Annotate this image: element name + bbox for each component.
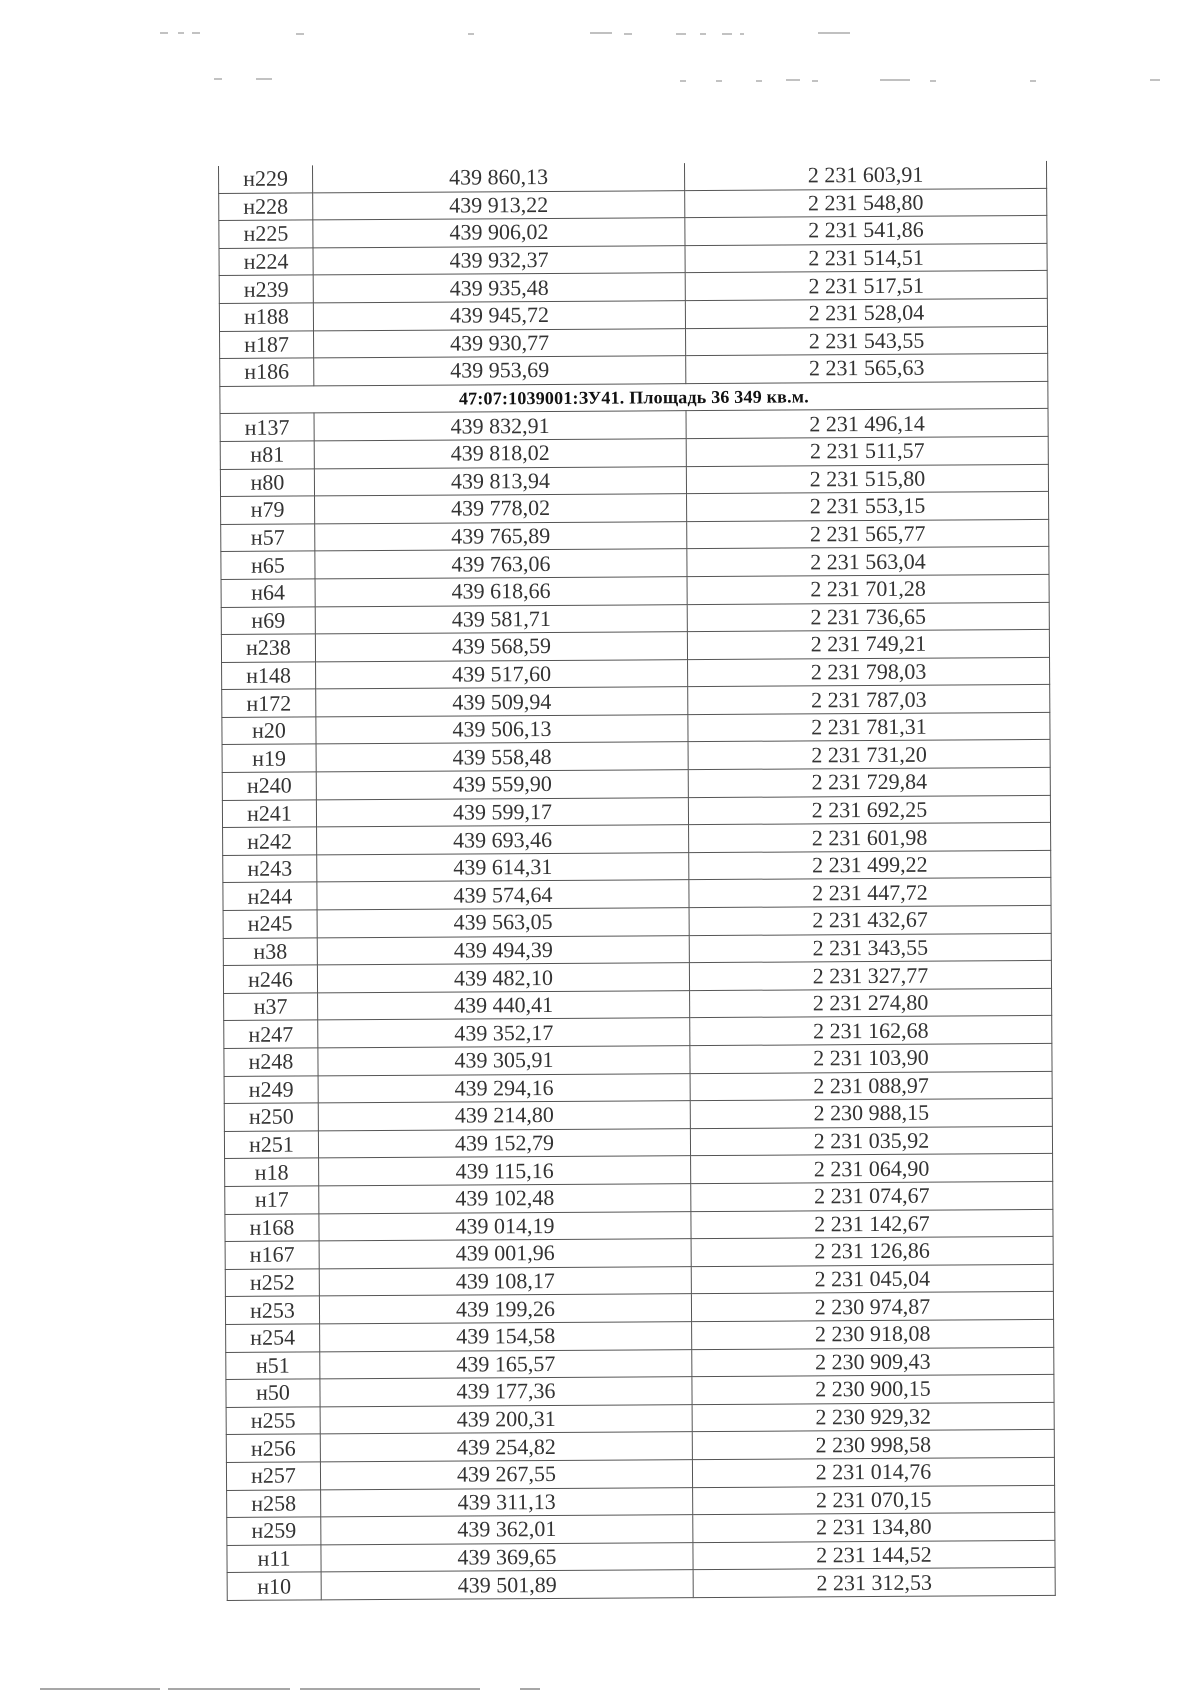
y-coordinate-cell: 2 231 553,15 — [687, 492, 1049, 522]
y-coordinate-cell: 2 231 045,04 — [691, 1264, 1053, 1294]
y-coordinate-cell: 2 231 603,91 — [684, 161, 1046, 190]
point-number-cell: н20 — [222, 717, 316, 745]
y-coordinate-cell: 2 231 565,63 — [686, 354, 1048, 384]
point-number-cell: н239 — [219, 275, 313, 303]
y-coordinate-cell: 2 231 548,80 — [685, 188, 1047, 218]
y-coordinate-cell: 2 231 103,90 — [690, 1043, 1052, 1073]
point-number-cell: н18 — [225, 1158, 319, 1186]
point-number-cell: н224 — [219, 248, 313, 276]
y-coordinate-cell: 2 231 074,67 — [691, 1181, 1053, 1211]
point-number-cell: н254 — [226, 1324, 320, 1352]
point-number-cell: н240 — [222, 772, 316, 800]
point-number-cell: н137 — [220, 413, 314, 441]
x-coordinate-cell: 439 953,69 — [314, 356, 686, 386]
point-number-cell: н81 — [220, 441, 314, 469]
x-coordinate-cell: 439 305,91 — [318, 1046, 690, 1076]
coordinates-table — [218, 161, 1056, 1601]
x-coordinate-cell: 439 311,13 — [321, 1487, 693, 1517]
y-coordinate-cell: 2 231 601,98 — [689, 823, 1051, 853]
y-coordinate-cell: 2 231 144,52 — [693, 1540, 1055, 1570]
y-coordinate-cell: 2 231 142,67 — [691, 1209, 1053, 1239]
coordinates-table-body — [218, 161, 1055, 1600]
x-coordinate-cell: 439 517,60 — [316, 659, 688, 689]
y-coordinate-cell: 2 230 900,15 — [692, 1375, 1054, 1405]
x-coordinate-cell: 439 558,48 — [316, 742, 688, 772]
x-coordinate-cell: 439 930,77 — [314, 328, 686, 358]
y-coordinate-cell: 2 231 126,86 — [691, 1237, 1053, 1267]
point-number-cell: н250 — [224, 1103, 318, 1131]
y-coordinate-cell: 2 231 064,90 — [691, 1154, 1053, 1184]
y-coordinate-cell: 2 231 701,28 — [687, 574, 1049, 604]
y-coordinate-cell: 2 231 543,55 — [685, 326, 1047, 356]
point-number-cell: н244 — [223, 882, 317, 910]
point-number-cell: н37 — [224, 993, 318, 1021]
x-coordinate-cell: 439 440,41 — [318, 990, 690, 1020]
x-coordinate-cell: 439 362,01 — [321, 1515, 693, 1545]
y-coordinate-cell: 2 231 563,04 — [687, 547, 1049, 577]
x-coordinate-cell: 439 494,39 — [317, 935, 689, 965]
point-number-cell: н228 — [219, 193, 313, 221]
point-number-cell: н167 — [225, 1241, 319, 1269]
point-number-cell: н79 — [221, 496, 315, 524]
point-number-cell: н186 — [220, 358, 314, 386]
x-coordinate-cell: 439 267,55 — [320, 1460, 692, 1490]
point-number-cell: н225 — [219, 220, 313, 248]
x-coordinate-cell: 439 818,02 — [314, 439, 686, 469]
point-number-cell: н249 — [224, 1075, 318, 1103]
y-coordinate-cell: 2 230 909,43 — [692, 1347, 1054, 1377]
x-coordinate-cell: 439 115,16 — [319, 1156, 691, 1186]
x-coordinate-cell: 439 618,66 — [315, 577, 687, 607]
y-coordinate-cell: 2 231 541,86 — [685, 216, 1047, 246]
point-number-cell: н57 — [221, 524, 315, 552]
point-number-cell: н258 — [227, 1489, 321, 1517]
scan-artifacts-top — [0, 0, 1200, 120]
y-coordinate-cell: 2 231 327,77 — [689, 961, 1051, 991]
x-coordinate-cell: 439 199,26 — [319, 1294, 691, 1324]
y-coordinate-cell: 2 231 447,72 — [689, 878, 1051, 908]
y-coordinate-cell: 2 231 798,03 — [688, 657, 1050, 687]
x-coordinate-cell: 439 165,57 — [320, 1349, 692, 1379]
x-coordinate-cell: 439 913,22 — [313, 190, 685, 220]
section-title: 47:07:1039001:ЗУ41. Площадь 36 349 кв.м. — [220, 381, 1048, 414]
x-coordinate-cell: 439 765,89 — [315, 521, 687, 551]
y-coordinate-cell: 2 230 998,58 — [692, 1430, 1054, 1460]
x-coordinate-cell: 439 509,94 — [316, 687, 688, 717]
point-number-cell: н168 — [225, 1213, 319, 1241]
y-coordinate-cell: 2 231 736,65 — [687, 602, 1049, 632]
point-number-cell: н252 — [225, 1269, 319, 1297]
x-coordinate-cell: 439 501,89 — [321, 1570, 693, 1600]
y-coordinate-cell: 2 230 918,08 — [692, 1319, 1054, 1349]
y-coordinate-cell: 2 231 515,80 — [686, 464, 1048, 494]
x-coordinate-cell: 439 108,17 — [319, 1266, 691, 1296]
point-number-cell: н11 — [227, 1545, 321, 1573]
x-coordinate-cell: 439 614,31 — [317, 852, 689, 882]
point-number-cell: н247 — [224, 1020, 318, 1048]
point-number-cell: н238 — [221, 634, 315, 662]
scan-artifacts-bottom — [0, 1680, 1200, 1698]
x-coordinate-cell: 439 369,65 — [321, 1542, 693, 1572]
y-coordinate-cell: 2 231 514,51 — [685, 243, 1047, 273]
y-coordinate-cell: 2 231 692,25 — [688, 795, 1050, 825]
point-number-cell: н229 — [218, 165, 312, 193]
point-number-cell: н259 — [227, 1517, 321, 1545]
x-coordinate-cell: 439 935,48 — [313, 273, 685, 303]
y-coordinate-cell: 2 231 528,04 — [685, 298, 1047, 328]
point-number-cell: н19 — [222, 744, 316, 772]
x-coordinate-cell: 439 152,79 — [318, 1128, 690, 1158]
point-number-cell: н65 — [221, 551, 315, 579]
y-coordinate-cell: 2 230 929,32 — [692, 1402, 1054, 1432]
x-coordinate-cell: 439 763,06 — [315, 549, 687, 579]
y-coordinate-cell: 2 231 517,51 — [685, 271, 1047, 301]
y-coordinate-cell: 2 231 781,31 — [688, 712, 1050, 742]
y-coordinate-cell: 2 231 496,14 — [686, 409, 1048, 439]
y-coordinate-cell: 2 231 343,55 — [689, 933, 1051, 963]
y-coordinate-cell: 2 230 974,87 — [691, 1292, 1053, 1322]
point-number-cell: н64 — [221, 579, 315, 607]
y-coordinate-cell: 2 231 312,53 — [693, 1568, 1055, 1598]
x-coordinate-cell: 439 574,64 — [317, 880, 689, 910]
y-coordinate-cell: 2 231 432,67 — [689, 905, 1051, 935]
point-number-cell: н243 — [223, 855, 317, 883]
point-number-cell: н188 — [219, 303, 313, 331]
x-coordinate-cell: 439 581,71 — [315, 604, 687, 634]
x-coordinate-cell: 439 906,02 — [313, 218, 685, 248]
point-number-cell: н17 — [225, 1186, 319, 1214]
y-coordinate-cell: 2 231 274,80 — [690, 988, 1052, 1018]
x-coordinate-cell: 439 506,13 — [316, 715, 688, 745]
x-coordinate-cell: 439 932,37 — [313, 245, 685, 275]
x-coordinate-cell: 439 559,90 — [316, 770, 688, 800]
y-coordinate-cell: 2 231 499,22 — [689, 850, 1051, 880]
y-coordinate-cell: 2 231 014,76 — [692, 1457, 1054, 1487]
y-coordinate-cell: 2 231 035,92 — [690, 1126, 1052, 1156]
point-number-cell: н80 — [220, 468, 314, 496]
x-coordinate-cell: 439 294,16 — [318, 1073, 690, 1103]
point-number-cell: н10 — [227, 1572, 321, 1600]
y-coordinate-cell: 2 231 134,80 — [693, 1513, 1055, 1543]
x-coordinate-cell: 439 102,48 — [319, 1184, 691, 1214]
point-number-cell: н172 — [222, 689, 316, 717]
x-coordinate-cell: 439 563,05 — [317, 908, 689, 938]
y-coordinate-cell: 2 231 787,03 — [688, 685, 1050, 715]
x-coordinate-cell: 439 482,10 — [317, 963, 689, 993]
x-coordinate-cell: 439 352,17 — [318, 1018, 690, 1048]
y-coordinate-cell: 2 231 749,21 — [687, 630, 1049, 660]
x-coordinate-cell: 439 860,13 — [312, 163, 684, 192]
point-number-cell: н251 — [224, 1131, 318, 1159]
point-number-cell: н187 — [220, 330, 314, 358]
x-coordinate-cell: 439 154,58 — [320, 1322, 692, 1352]
point-number-cell: н248 — [224, 1048, 318, 1076]
y-coordinate-cell: 2 231 731,20 — [688, 740, 1050, 770]
x-coordinate-cell: 439 945,72 — [313, 301, 685, 331]
x-coordinate-cell: 439 599,17 — [316, 797, 688, 827]
x-coordinate-cell: 439 254,82 — [320, 1432, 692, 1462]
y-coordinate-cell: 2 231 070,15 — [693, 1485, 1055, 1515]
x-coordinate-cell: 439 693,46 — [317, 825, 689, 855]
point-number-cell: н245 — [223, 910, 317, 938]
table-row — [227, 1568, 1055, 1601]
point-number-cell: н257 — [226, 1462, 320, 1490]
y-coordinate-cell: 2 231 511,57 — [686, 436, 1048, 466]
x-coordinate-cell: 439 778,02 — [315, 494, 687, 524]
point-number-cell: н253 — [225, 1296, 319, 1324]
point-number-cell: н241 — [222, 800, 316, 828]
point-number-cell: н256 — [226, 1434, 320, 1462]
point-number-cell: н148 — [222, 662, 316, 690]
x-coordinate-cell: 439 177,36 — [320, 1377, 692, 1407]
y-coordinate-cell: 2 230 988,15 — [690, 1099, 1052, 1129]
x-coordinate-cell: 439 014,19 — [319, 1211, 691, 1241]
point-number-cell: н38 — [223, 938, 317, 966]
point-number-cell: н242 — [223, 827, 317, 855]
point-number-cell: н50 — [226, 1379, 320, 1407]
x-coordinate-cell: 439 001,96 — [319, 1239, 691, 1269]
y-coordinate-cell: 2 231 162,68 — [690, 1016, 1052, 1046]
x-coordinate-cell: 439 568,59 — [315, 632, 687, 662]
x-coordinate-cell: 439 813,94 — [314, 466, 686, 496]
y-coordinate-cell: 2 231 565,77 — [687, 519, 1049, 549]
point-number-cell: н69 — [221, 606, 315, 634]
point-number-cell: н255 — [226, 1407, 320, 1435]
x-coordinate-cell: 439 832,91 — [314, 411, 686, 441]
x-coordinate-cell: 439 200,31 — [320, 1404, 692, 1434]
point-number-cell: н246 — [223, 965, 317, 993]
y-coordinate-cell: 2 231 729,84 — [688, 767, 1050, 797]
point-number-cell: н51 — [226, 1351, 320, 1379]
y-coordinate-cell: 2 231 088,97 — [690, 1071, 1052, 1101]
x-coordinate-cell: 439 214,80 — [318, 1101, 690, 1131]
